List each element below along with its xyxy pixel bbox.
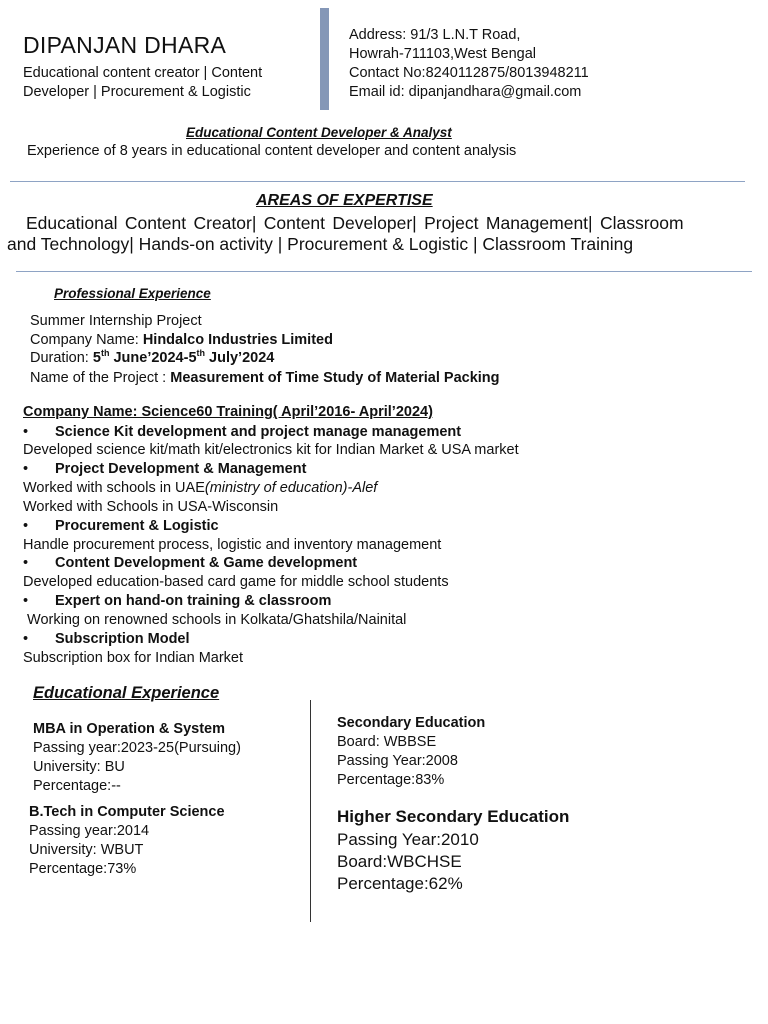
project-name-value: Measurement of Time Study of Material Packing	[170, 370, 500, 386]
secondary-board: Board: WBBSE	[337, 734, 437, 750]
item-5-title: Expert on hand-on training & classroom	[55, 593, 332, 609]
education-title: Educational Experience	[33, 684, 220, 702]
internship-project-name	[30, 370, 500, 386]
address-line-2: Howrah-711103,West Bengal	[349, 46, 536, 62]
address-line-1: Address: 91/3 L.N.T Road,	[349, 27, 521, 43]
btech-title: B.Tech in Computer Science	[29, 804, 225, 820]
mba-passing-year: Passing year:2023-25(Pursuing)	[33, 740, 241, 756]
secondary-title: Secondary Education	[337, 715, 486, 731]
item-2-desc-italic: (ministry of education)-Alef	[204, 480, 378, 496]
bullet-2: •	[23, 461, 29, 477]
tagline-line-1: Educational content creator | Content	[23, 65, 263, 81]
education-column-divider	[310, 700, 311, 922]
duration-label: Duration:	[30, 350, 93, 366]
company-label: Company Name:	[30, 332, 143, 348]
item-2-desc-plain: Worked with schools in UAE	[23, 480, 205, 496]
secondary-passing-year: Passing Year:2008	[337, 753, 458, 769]
item-4-title: Content Development & Game development	[55, 555, 358, 571]
expertise-line-2: and Technology| Hands-on activity | Procurement & Logistic | Classroom Training	[7, 234, 634, 254]
internship-company	[30, 332, 333, 348]
mba-university: University: BU	[33, 759, 125, 775]
item-1-desc: Developed science kit/math kit/electronics kit for Indian Market & USA market	[23, 442, 519, 458]
mba-percentage: Percentage:--	[33, 778, 121, 794]
item-5-desc: Working on renowned schools in Kolkata/Ghatshila/Nainital	[23, 612, 407, 628]
science60-heading: Company Name: Science60 Training( April’2016- April’2024)	[23, 404, 433, 420]
summary-text: Experience of 8 years in educational content developer and content analysis	[27, 143, 517, 159]
bullet-5: •	[23, 593, 29, 609]
secondary-percentage: Percentage:83%	[337, 772, 445, 788]
higher-secondary-title: Higher Secondary Education	[337, 807, 570, 826]
project-name-label: Name of the Project :	[30, 370, 171, 386]
section-divider-2	[16, 271, 752, 272]
bullet-4: •	[23, 555, 29, 571]
item-3-title: Procurement & Logistic	[55, 518, 219, 534]
section-divider-1	[10, 181, 745, 182]
expertise-title: AREAS OF EXPERTISE	[256, 192, 433, 209]
higher-secondary-passing-year: Passing Year:2010	[337, 830, 479, 849]
company-value: Hindalco Industries Limited	[142, 332, 333, 348]
item-3-desc: Handle procurement process, logistic and inventory management	[23, 537, 442, 553]
higher-secondary-board: Board:WBCHSE	[337, 852, 462, 871]
duration-value: 5th June’2024-5th July’2024	[92, 348, 275, 366]
candidate-name: DIPANJAN DHARA	[23, 32, 227, 58]
bullet-3: •	[23, 518, 29, 534]
item-2-desc	[23, 480, 377, 496]
email-address: Email id: dipanjandhara@gmail.com	[349, 84, 582, 100]
tagline-line-2: Developer | Procurement & Logistic	[23, 84, 251, 100]
btech-percentage: Percentage:73%	[29, 861, 137, 877]
internship-project: Summer Internship Project	[30, 313, 202, 329]
item-6-desc: Subscription box for Indian Market	[23, 650, 244, 666]
bullet-6: •	[23, 631, 29, 647]
higher-secondary-percentage: Percentage:62%	[337, 874, 463, 893]
summary-title: Educational Content Developer & Analyst	[186, 125, 452, 140]
item-1-title: Science Kit development and project manage management	[55, 424, 462, 440]
expertise-line-1: Educational Content Creator| Content Developer| Project Management| Classroom	[26, 213, 684, 233]
btech-passing-year: Passing year:2014	[29, 823, 150, 839]
item-2-desc-2: Worked with Schools in USA-Wisconsin	[23, 499, 279, 515]
contact-number: Contact No:8240112875/8013948211	[349, 65, 589, 81]
item-2-title: Project Development & Management	[55, 461, 307, 477]
item-4-desc: Developed education-based card game for middle school students	[23, 574, 449, 590]
item-6-title: Subscription Model	[55, 631, 190, 647]
bullet-1: •	[23, 424, 29, 440]
mba-title: MBA in Operation & System	[33, 721, 226, 737]
btech-university: University: WBUT	[29, 842, 144, 858]
internship-duration	[30, 350, 274, 366]
professional-title: Professional Experience	[54, 286, 211, 301]
header-divider-bar	[320, 8, 329, 110]
